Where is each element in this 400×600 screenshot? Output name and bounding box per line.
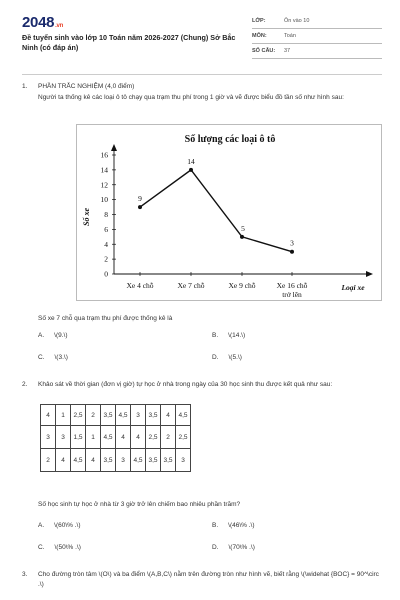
x-tick-label: Xe 7 chỗ <box>177 281 205 290</box>
question-1 <box>22 82 383 92</box>
chart-frame <box>76 124 382 301</box>
table-cell: 2 <box>161 426 176 449</box>
data-table <box>40 404 191 472</box>
chart-title: Số lượng các loại ô tô <box>184 134 276 145</box>
option-d[interactable] <box>212 354 242 361</box>
option-c[interactable] <box>38 354 68 361</box>
table-cell: 3 <box>116 449 131 472</box>
y-tick-label: 6 <box>104 224 108 234</box>
data-label: 3 <box>290 238 294 248</box>
table-cell: 3,5 <box>101 449 116 472</box>
section-title: PHẦN TRẮC NGHIỆM (4,0 điểm) <box>38 83 135 90</box>
table-cell: 2,5 <box>146 426 161 449</box>
y-axis-label: Số xe <box>82 208 91 226</box>
question-prompt: Số học sinh tự học ở nhà từ 3 giờ trở lên chiếm bao nhiêu phần trăm? <box>38 501 241 508</box>
table-cell: 3 <box>176 449 191 472</box>
question-3 <box>22 570 383 590</box>
page-title: Đề tuyển sinh vào lớp 10 Toán năm 2026-2027 (Chung) Sở Bắc Ninh (có đáp án) <box>22 33 236 52</box>
line-chart <box>77 125 383 302</box>
question-2-prompt <box>22 500 383 510</box>
table-cell: 1 <box>86 426 101 449</box>
y-tick-label: 14 <box>100 165 108 175</box>
table-row <box>41 449 191 472</box>
option-d[interactable] <box>212 544 255 551</box>
question-text: Khảo sát về thời gian (đơn vị giờ) tự học ở nhà trong ngày của 30 học sinh thu được kết quả như sau: <box>38 381 333 388</box>
x-tick-label: Xe 4 chỗ <box>126 281 154 290</box>
meta-value: 37 <box>284 48 291 54</box>
option-label: B. <box>212 522 219 529</box>
option-text: \(5.\) <box>228 354 242 361</box>
option-text: \(50\% .\) <box>54 544 81 551</box>
meta-value: Ôn vào 10 <box>284 18 310 24</box>
table-row <box>41 405 191 426</box>
option-label: C. <box>38 354 45 361</box>
table-cell: 4 <box>86 449 101 472</box>
table-cell: 2 <box>86 405 101 426</box>
table-cell: 2,5 <box>176 426 191 449</box>
question-2 <box>22 380 383 390</box>
data-point <box>138 205 142 209</box>
table-cell: 1,5 <box>71 426 86 449</box>
table-cell: 4 <box>131 426 146 449</box>
question-number: 1. <box>22 83 28 90</box>
question-1-text <box>22 93 383 103</box>
option-label: D. <box>212 354 219 361</box>
series-line <box>140 170 292 252</box>
y-tick-label: 4 <box>104 239 108 249</box>
meta-row-count <box>252 44 382 59</box>
question-prompt: Số xe 7 chỗ qua trạm thu phí được thống kê là <box>38 315 173 322</box>
data-point <box>290 250 294 254</box>
y-tick-label: 12 <box>100 180 108 190</box>
data-label: 14 <box>187 156 195 166</box>
meta-key: SỐ CÂU: <box>252 48 276 54</box>
option-text: \(9.\) <box>54 332 68 339</box>
table-cell: 2 <box>41 449 56 472</box>
data-point <box>189 168 193 172</box>
meta-key: LỚP: <box>252 18 266 24</box>
table-cell: 3 <box>56 426 71 449</box>
table-cell: 3,5 <box>146 405 161 426</box>
option-text: \(60\% .\) <box>54 522 81 529</box>
table-cell: 4,5 <box>116 405 131 426</box>
table-cell: 4 <box>56 449 71 472</box>
table-cell: 1 <box>56 405 71 426</box>
data-point <box>240 235 244 239</box>
option-a[interactable] <box>38 522 81 529</box>
meta-value: Toán <box>284 33 296 39</box>
table-cell: 4 <box>161 405 176 426</box>
y-tick-label: 0 <box>104 269 108 279</box>
table-cell: 2,5 <box>71 405 86 426</box>
option-b[interactable] <box>212 332 245 339</box>
table-cell: 4 <box>41 405 56 426</box>
question-number: 2. <box>22 381 28 388</box>
x-axis-label: Loại xe <box>341 283 365 292</box>
table-cell: 3,5 <box>101 405 116 426</box>
meta-row-class <box>252 14 382 29</box>
question-number: 3. <box>22 571 28 578</box>
option-c[interactable] <box>38 544 81 551</box>
logo-text: 2048 <box>22 14 55 31</box>
header-divider <box>22 74 382 75</box>
option-text: \(3.\) <box>54 354 68 361</box>
table-cell: 4,5 <box>101 426 116 449</box>
x-tick-label: Xe 16 chỗ trở lên <box>276 281 308 299</box>
y-axis-arrow <box>111 144 117 151</box>
table-cell: 4 <box>116 426 131 449</box>
table-cell: 4,5 <box>71 449 86 472</box>
data-label: 9 <box>138 194 142 204</box>
option-text: \(70\% .\) <box>228 544 255 551</box>
option-b[interactable] <box>212 522 255 529</box>
table-cell: 4,5 <box>131 449 146 472</box>
y-tick-label: 2 <box>104 254 108 264</box>
x-tick-label: Xe 9 chỗ <box>228 281 256 290</box>
logo-suffix: .vn <box>55 23 63 29</box>
y-tick-label: 10 <box>100 195 108 205</box>
option-label: B. <box>212 332 219 339</box>
option-label: A. <box>38 332 45 339</box>
y-tick-label: 16 <box>100 150 108 160</box>
question-text: Cho đường tròn tâm \(O\) và ba điểm \(A,B,C\) nằm trên đường tròn như hình vẽ, biết rằng \(\widehat {BOC} = 90^\circ .\) <box>38 571 379 588</box>
table-cell: 4,5 <box>176 405 191 426</box>
table-cell: 3 <box>131 405 146 426</box>
option-label: A. <box>38 522 45 529</box>
meta-key: MÔN: <box>252 33 267 39</box>
question-text: Người ta thống kê các loại ô tô chạy qua trạm thu phí trong 1 giờ và vẽ được biểu đồ tần số như hình sau: <box>38 94 344 101</box>
option-label: C. <box>38 544 45 551</box>
site-logo[interactable] <box>22 14 63 31</box>
table-cell: 3,5 <box>161 449 176 472</box>
option-text: \(14.\) <box>228 332 246 339</box>
table-cell: 3 <box>41 426 56 449</box>
option-label: D. <box>212 544 219 551</box>
meta-panel <box>252 14 382 59</box>
table-cell: 3,5 <box>146 449 161 472</box>
option-a[interactable] <box>38 332 68 339</box>
option-text: \(46\% .\) <box>228 522 255 529</box>
meta-row-subject <box>252 29 382 44</box>
y-tick-label: 8 <box>104 210 108 219</box>
x-axis-arrow <box>366 271 373 277</box>
data-label: 5 <box>241 223 245 233</box>
table-row <box>41 426 191 449</box>
question-1-prompt <box>22 314 383 324</box>
